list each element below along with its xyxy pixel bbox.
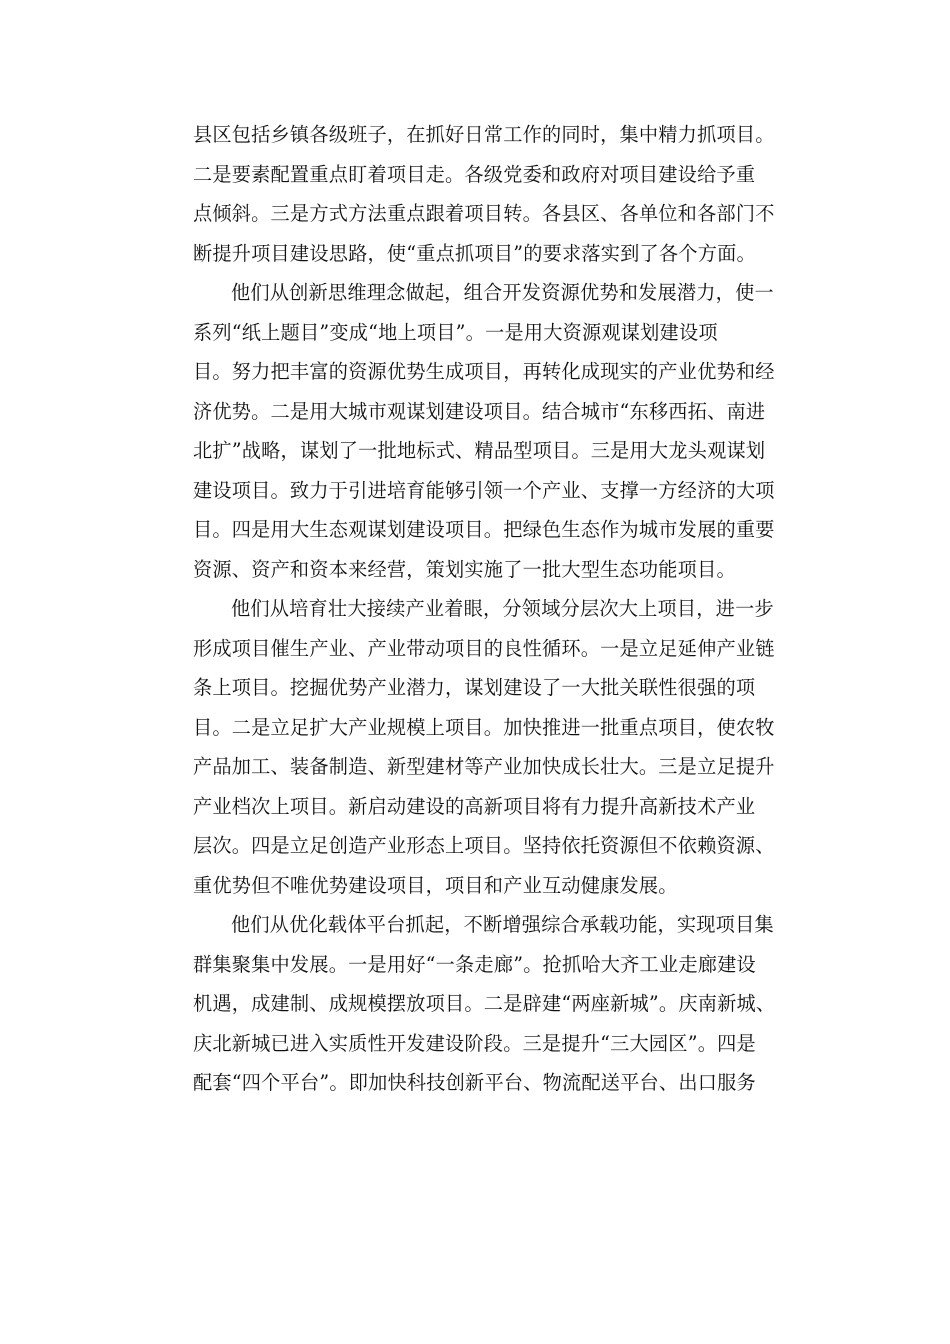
text-line: 配套“四个平台”。即加快科技创新平台、物流配送平台、出口服务 [193,1071,756,1094]
text-line: 庆北新城已进入实质性开发建设阶段。三是提升“三大园区”。四是 [193,1031,756,1055]
text-line: 产业档次上项目。新启动建设的高新项目将有力提升高新技术产业 [193,794,756,818]
paragraph-1 [193,115,775,273]
text-line: 他们从优化载体平台抓起，不断增强综合承载功能，实现项目集 [231,913,774,936]
text-line: 层次。四是立足创造产业形态上项目。坚持依托资源但不依赖资源、 [193,834,775,857]
text-line: 目。努力把丰富的资源优势生成项目，再转化成现实的产业优势和经 [193,360,775,383]
paragraph-3 [193,589,775,905]
text-line: 目。二是立足扩大产业规模上项目。加快推进一批重点项目，使农牧 [193,715,775,739]
text-line: 条上项目。挖掘优势产业潜力，谋划建设了一大批关联性很强的项 [193,676,756,699]
text-line: 目。四是用大生态观谋划建设项目。把绿色生态作为城市发展的重要 [193,518,775,541]
text-line: 他们从创新思维理念做起，组合开发资源优势和发展潜力，使一 [231,281,774,304]
paragraph-4 [193,905,776,1103]
text-line: 他们从培育壮大接续产业着眼，分领域分层次大上项目，进一步 [231,597,774,620]
text-line: 点倾斜。三是方式方法重点跟着项目转。各县区、各单位和各部门不 [193,202,775,225]
text-line: 产品加工、装备制造、新型建材等产业加快成长壮大。三是立足提升 [193,755,775,778]
document-body [193,115,776,1103]
text-line: 二是要素配置重点盯着项目走。各级党委和政府对项目建设给予重 [193,162,756,186]
text-line: 系列“纸上题目”变成“地上项目”。一是用大资源观谋划建设项 [193,320,718,344]
text-line: 重优势但不唯优势建设项目，项目和产业互动健康发展。 [193,873,678,897]
text-line: 断提升项目建设思路，使“重点抓项目”的要求落实到了各个方面。 [193,241,756,265]
text-line: 北扩”战略，谋划了一批地标式、精品型项目。三是用大龙头观谋划 [193,439,766,462]
text-line: 机遇，成建制、成规模摆放项目。二是辟建“两座新城”。庆南新城、 [193,992,776,1015]
text-line: 资源、资产和资本来经营，策划实施了一批大型生态功能项目。 [193,557,736,581]
text-line: 济优势。二是用大城市观谋划建设项目。结合城市“东移西拓、南进 [193,399,766,423]
text-line: 县区包括乡镇各级班子，在抓好日常工作的同时，集中精力抓项目。 [193,123,775,146]
text-line: 形成项目催生产业、产业带动项目的良性循环。一是立足延伸产业链 [193,636,775,660]
text-line: 群集聚集中发展。一是用好“一条走廊”。抢抓哈大齐工业走廊建设 [193,952,756,976]
text-line: 建设项目。致力于引进培育能够引领一个产业、支撑一方经济的大项 [193,478,775,502]
paragraph-2 [193,273,775,589]
